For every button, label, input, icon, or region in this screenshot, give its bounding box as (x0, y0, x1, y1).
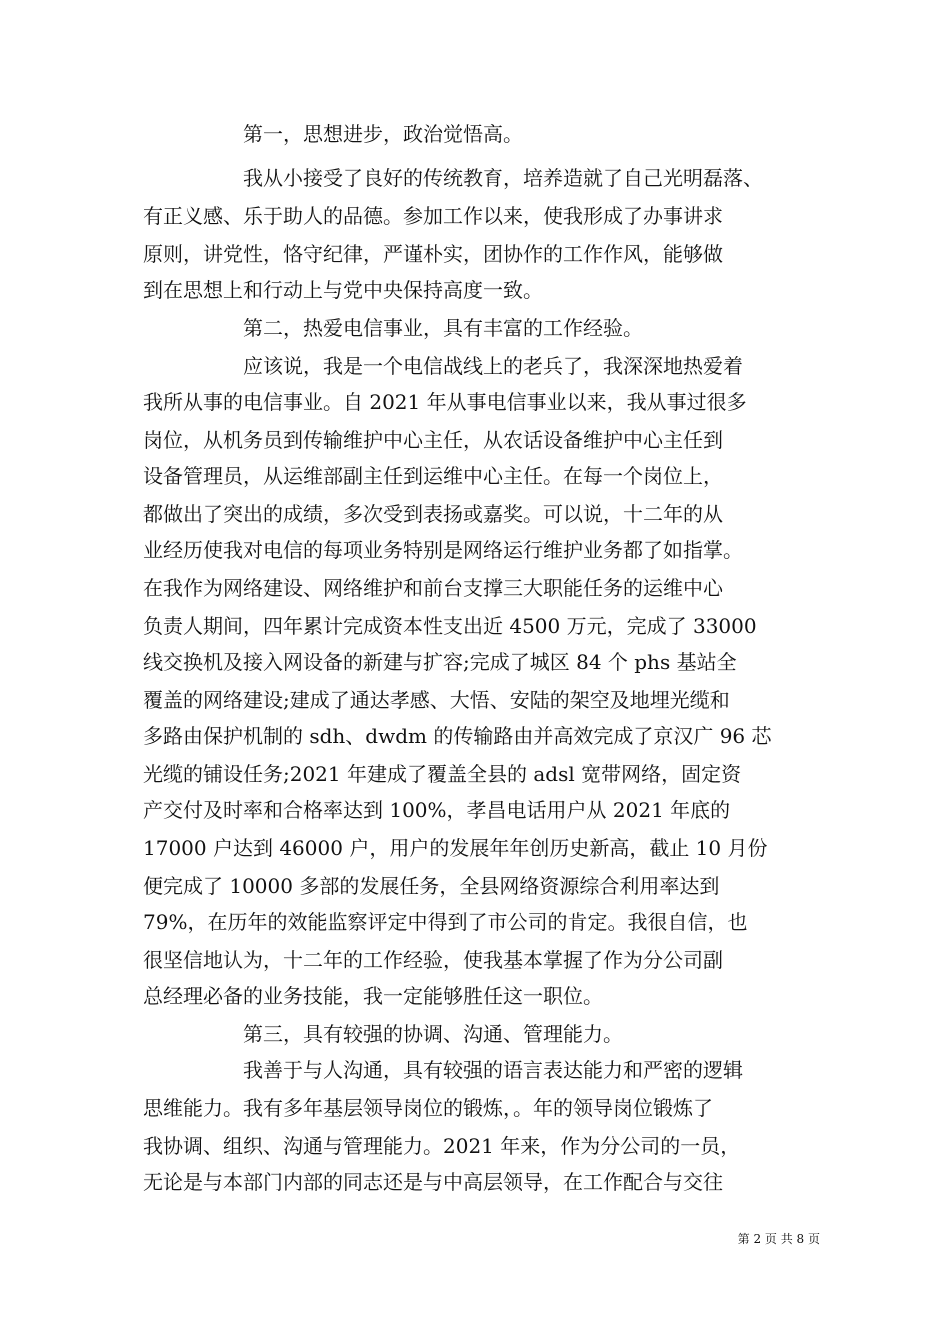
paragraph-line: 设备管理员，从运维部副主任到运维中心主任。在每一个岗位上， (143, 464, 723, 488)
paragraph-line: 多路由保护机制的 sdh、dwdm 的传输路由并高效完成了京汉广 96 芯 (143, 724, 772, 748)
paragraph-line: 有正义感、乐于助人的品德。参加工作以来，使我形成了办事讲求 (143, 204, 723, 228)
paragraph-line: 都做出了突出的成绩，多次受到表扬或嘉奖。可以说，十二年的从 (143, 502, 723, 526)
paragraph-line: 产交付及时率和合格率达到 100%，孝昌电话用户从 2021 年底的 (143, 798, 731, 822)
heading-second: 第二，热爱电信事业，具有丰富的工作经验。 (243, 316, 643, 340)
paragraph-line: 负责人期间，四年累计完成资本性支出近 4500 万元，完成了 33000 (143, 614, 757, 638)
paragraph-line: 线交换机及接入网设备的新建与扩容;完成了城区 84 个 phs 基站全 (143, 650, 737, 674)
paragraph-line: 17000 户达到 46000 户，用户的发展年年创历史新高，截止 10 月份 (143, 836, 768, 860)
paragraph-line: 到在思想上和行动上与党中央保持高度一致。 (143, 278, 543, 302)
paragraph-line: 原则，讲党性，恪守纪律，严谨朴实，团协作的工作作风，能够做 (143, 242, 723, 266)
paragraph-line: 岗位，从机务员到传输维护中心主任，从农话设备维护中心主任到 (143, 428, 723, 452)
paragraph-line: 很坚信地认为，十二年的工作经验，使我基本掌握了作为分公司副 (143, 948, 723, 972)
paragraph-line: 我协调、组织、沟通与管理能力。2021 年来，作为分公司的一员， (143, 1134, 741, 1158)
paragraph-line: 无论是与本部门内部的同志还是与中高层领导，在工作配合与交往 (143, 1170, 723, 1194)
paragraph-line: 覆盖的网络建设;建成了通达孝感、大悟、安陆的架空及地埋光缆和 (143, 688, 730, 712)
heading-third: 第三，具有较强的协调、沟通、管理能力。 (243, 1022, 623, 1046)
paragraph-line: 在我作为网络建设、网络维护和前台支撑三大职能任务的运维中心 (143, 576, 723, 600)
paragraph-line: 我从小接受了良好的传统教育，培养造就了自己光明磊落、 (243, 166, 763, 190)
paragraph-line: 思维能力。我有多年基层领导岗位的锻炼，。年的领导岗位锻炼了 (143, 1096, 713, 1120)
paragraph-line: 业经历使我对电信的每项业务特别是网络运行维护业务都了如指掌。 (143, 538, 743, 562)
paragraph-line: 便完成了 10000 多部的发展任务，全县网络资源综合利用率达到 (143, 874, 720, 898)
paragraph-line: 我所从事的电信事业。自 2021 年从事电信事业以来，我从事过很多 (143, 390, 747, 414)
paragraph-line: 79%，在历年的效能监察评定中得到了市公司的肯定。我很自信，也 (143, 910, 748, 934)
page-number: 第 2 页 共 8 页 (737, 1232, 820, 1246)
heading-first: 第一，思想进步，政治觉悟高。 (243, 122, 523, 146)
paragraph-line: 我善于与人沟通，具有较强的语言表达能力和严密的逻辑 (243, 1058, 743, 1082)
paragraph-line: 应该说，我是一个电信战线上的老兵了，我深深地热爱着 (243, 354, 743, 378)
paragraph-line: 总经理必备的业务技能，我一定能够胜任这一职位。 (143, 984, 603, 1008)
paragraph-line: 光缆的铺设任务;2021 年建成了覆盖全县的 adsl 宽带网络，固定资 (143, 762, 742, 786)
